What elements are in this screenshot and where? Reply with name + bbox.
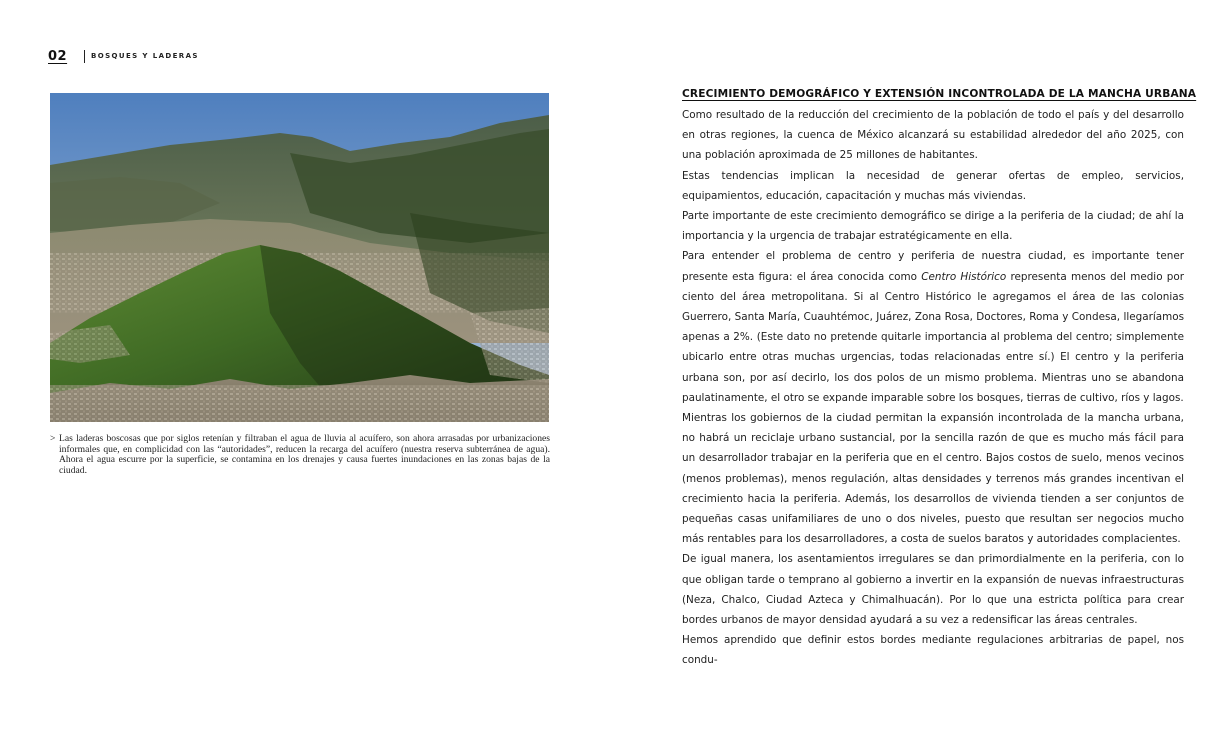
paragraph-6: De igual manera, los asentamientos irregulares se dan primordialmente en la periferia, con lo que obligan tarde o temprano al gobierno a invertir en la expansión de nuevas infraestructuras (Neza, Chalco, Ciudad Azteca y Chimalhuacán). Por lo que una estricta política para crear bordes urbanos de mayor densidad ayudará a su vez a redensificar las áreas centrales. — [682, 553, 1184, 627]
section-title: BOSQUES Y LADERAS — [84, 50, 199, 63]
paragraph-2: Estas tendencias implican la necesidad de generar ofertas de empleo, servicios, equipamientos, educación, capacitación y muchas más viviendas. — [682, 169, 1184, 202]
page-number: 02 — [48, 49, 68, 64]
paragraph-5: Mientras los gobiernos de la ciudad permitan la expansión incontrolada de la mancha urbana, no habrá un reciclaje urbano sustancial, por la sencilla razón de que es mucho más fácil para un desarrollador trabajar en la periferia que en el centro. Bajos costos de suelo, menos vecinos (menos problemas), menos regulación, altas densidades y terrenos más grandes incentivan el crecimiento hacia la periferia. Además, los desarrollos de vivienda tienden a ser conjuntos de pequeñas casas unifamiliares de uno o dos niveles, puesto que resultan ser negocios mucho más rentables para los desarrolladores, a costa de suelos baratos y autoridades complacientes. — [682, 412, 1184, 546]
centro-historico-italic: Centro Histórico — [921, 270, 1007, 283]
paragraph-3: Parte importante de este crecimiento demográfico se dirige a la periferia de la ciudad; de ahí la importancia y la urgencia de trabajar estratégicamente en ella. — [682, 210, 1184, 243]
paragraph-4-start: Para entender el problema de centro y periferia de nuestra ciudad, es importante tener presente esta figura: el área conocida como — [682, 250, 1184, 283]
paragraph-4 — [682, 246, 1184, 408]
paragraph-1: Como resultado de la reducción del crecimiento de la población de todo el país y del desarrollo en otras regiones, la cuenca de México alcanzará su estabilidad alrededor del año 2025, con una población aproximada de 25 millones de habitantes. — [682, 109, 1184, 162]
caption-text: Las laderas boscosas que por siglos retenían y filtraban el agua de lluvia al acuífero, son ahora arrasadas por urbanizaciones informales que, en complicidad con las “autoridades”, reducen la recarga del acuífero (nuestra reserva subterránea de agua). Ahora el agua escurre por la superficie, se contamina en los drenajes y causa fuertes inundaciones en las zonas bajas de la ciudad. — [59, 433, 550, 476]
paragraph-4-end: representa menos del medio por ciento del área metropolitana. Si al Centro Histórico le agregamos el área de las colonias Guerrero, Santa María, Cuauhtémoc, Juárez, Zona Rosa, Doctores, Roma y Condesa, llegaríamos apenas a 2%. (Este dato no pretende quitarle importancia al problema del centro; simplemente ubicarlo entre otras muchas urgencias, todas relacionadas entre sí.) El centro y la periferia urbana son, por así decirlo, los dos polos de un mismo problema. Mientras uno se abandona paulatinamente, el otro se expande imparable sobre los bosques, tierras de cultivo, ríos y lagos. — [682, 270, 1185, 404]
article — [682, 88, 1197, 671]
paragraph-7: Hemos aprendido que definir estos bordes mediante regulaciones arbitrarias de papel, nos condu- — [682, 634, 1184, 667]
photo-caption — [50, 434, 550, 476]
article-headline: CRECIMIENTO DEMOGRÁFICO Y EXTENSIÓN INCONTROLADA DE LA MANCHA URBANA — [682, 88, 1197, 100]
aerial-hillside-photo — [50, 93, 549, 422]
caption-marker: > — [50, 433, 56, 444]
